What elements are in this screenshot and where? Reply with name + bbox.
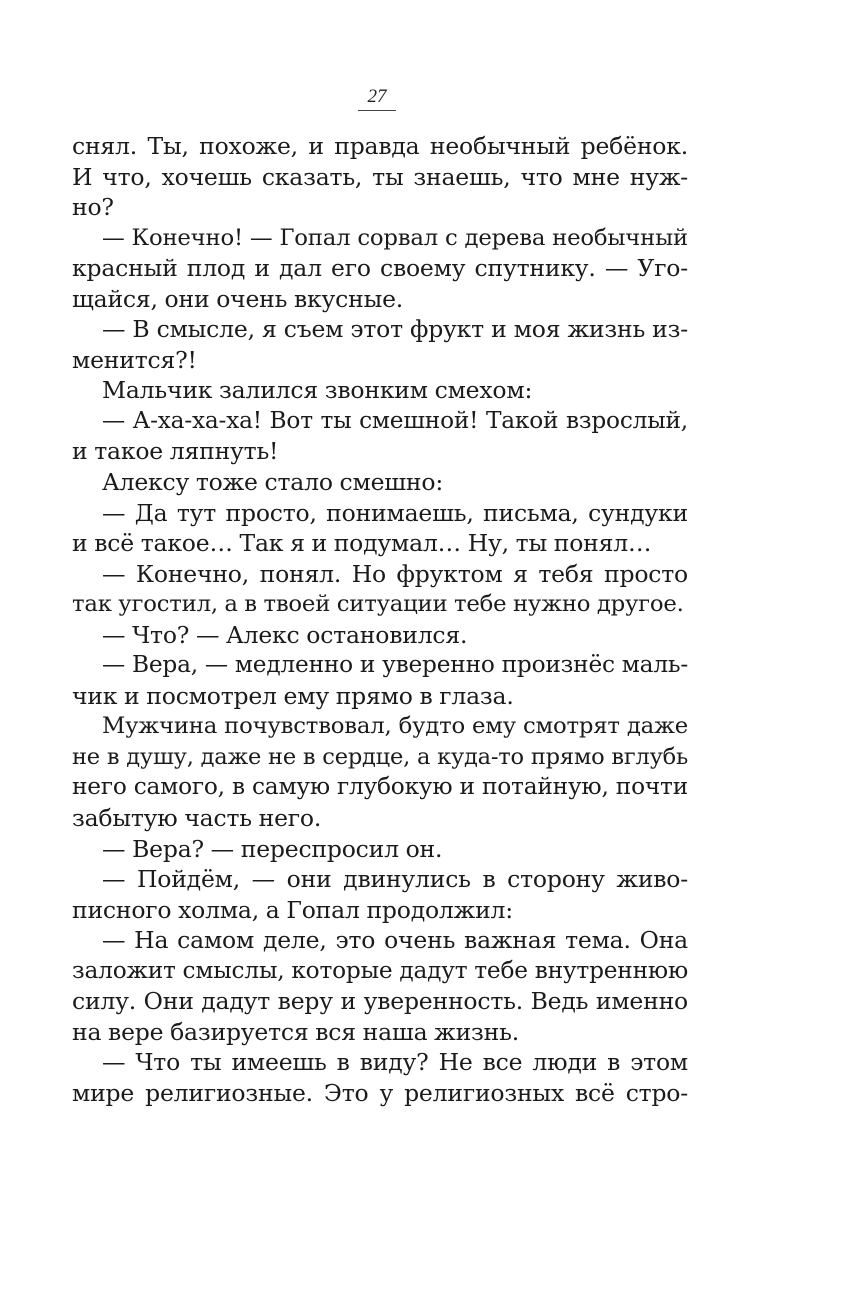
text-line: заложит смыслы, которые дадут тебе внутреннюю: [72, 956, 688, 984]
text-line: — Конечно, понял. Но фруктом я тебя просто: [102, 559, 688, 588]
text-line: Алексу тоже стало смешно:: [102, 468, 444, 497]
text-line: — Пойдём, — они двинулись в сторону живо-: [102, 865, 688, 894]
text-line: писного холма, а Гопал продолжил:: [72, 895, 513, 924]
body-text: [72, 131, 688, 1109]
text-line: Мальчик залился звонким смехом:: [102, 376, 533, 405]
text-line: и всё такое… Так я и подумал… Ну, ты понял…: [72, 529, 652, 558]
page-number: 27: [367, 86, 387, 107]
text-line: — Конечно! — Гопал сорвал с дерева необычный: [102, 224, 688, 251]
text-line: — В смысле, я съем этот фрукт и моя жизнь из-: [102, 315, 688, 344]
text-line: так угостил, а в твоей ситуации тебе нужно другое.: [72, 591, 684, 618]
text-line: снял. Ты, похоже, и правда необычный ребёнок.: [72, 132, 688, 160]
text-line: — Да тут просто, понимаешь, письма, сундуки: [102, 498, 688, 527]
text-line: Мужчина почувствовал, будто ему смотрят даже: [102, 713, 688, 740]
text-line: силу. Они дадут веру и уверенность. Ведь именно: [72, 987, 688, 1016]
text-line: красный плод и дал его своему спутнику. — Уго-: [72, 254, 688, 283]
text-line: на вере базируется вся наша жизнь.: [72, 1017, 519, 1046]
text-line: — Что ты имеешь в виду? Не все люди в этом: [102, 1048, 688, 1077]
text-line: — Вера, — медленно и уверенно произнёс маль-: [102, 651, 688, 679]
text-line: — Что? — Алекс остановился.: [102, 620, 468, 649]
text-line: забытую часть него.: [72, 804, 322, 833]
text-line: не в душу, даже не в сердце, а куда-то прямо вглубь: [72, 743, 688, 770]
text-line: менится?!: [72, 345, 197, 374]
text-line: и такое ляпнуть!: [72, 437, 279, 466]
text-line: — А-ха-ха-ха! Вот ты смешной! Такой взрослый,: [102, 406, 688, 434]
page-number-rule: [358, 110, 396, 111]
text-line: — На самом деле, это очень важная тема. Она: [102, 926, 688, 955]
text-line: И что, хочешь сказать, ты знаешь, что мне нуж-: [72, 162, 688, 191]
text-line: но?: [72, 193, 114, 222]
text-line: щайся, они очень вкусные.: [72, 284, 404, 313]
text-line: мире религиозные. Это у религиозных всё стро-: [72, 1078, 688, 1107]
text-line: него самого, в самую глубокую и потайную, почти: [72, 773, 688, 801]
text-line: чик и посмотрел ему прямо в глаза.: [72, 681, 514, 710]
text-line: — Вера? — переспросил он.: [102, 834, 443, 863]
